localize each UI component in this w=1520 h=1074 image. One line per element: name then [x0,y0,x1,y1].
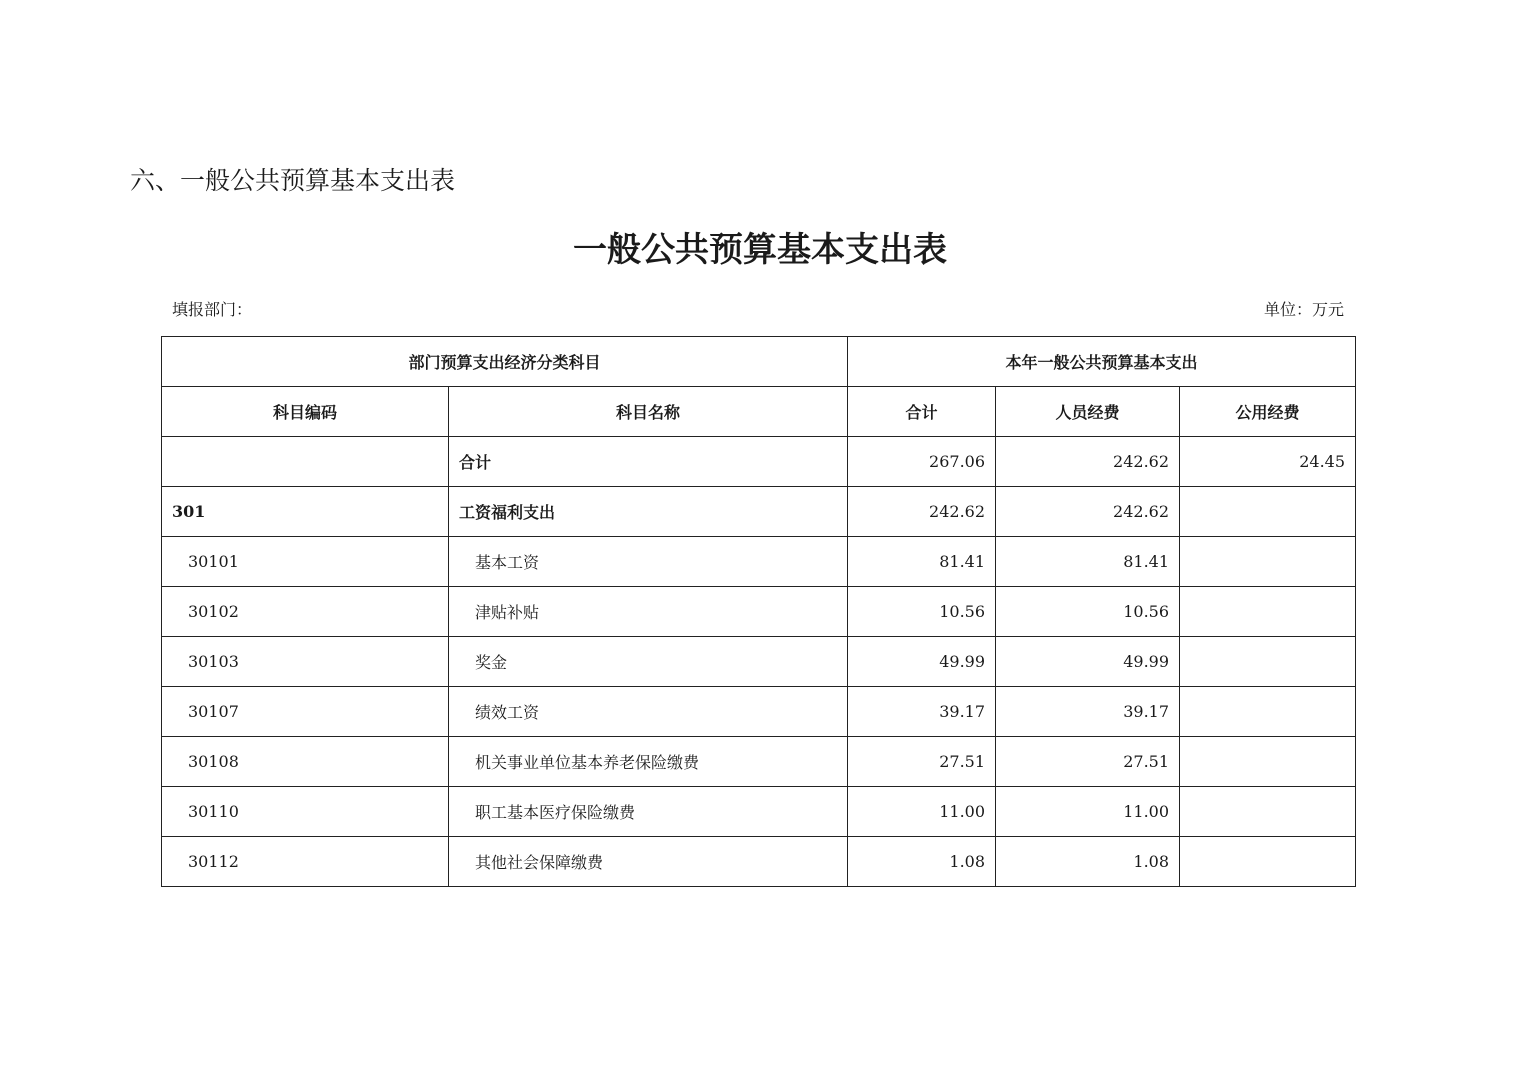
cell-public [1180,737,1356,787]
cell-personnel: 242.62 [996,487,1180,537]
cell-personnel: 11.00 [996,787,1180,837]
budget-table [161,336,1356,887]
cell-name: 工资福利支出 [449,487,848,537]
cell-code: 30107 [162,687,449,737]
column-header-name: 科目名称 [449,387,848,437]
cell-personnel: 39.17 [996,687,1180,737]
cell-total: 267.06 [848,437,996,487]
cell-personnel: 49.99 [996,637,1180,687]
cell-total: 242.62 [848,487,996,537]
cell-public [1180,587,1356,637]
column-header-code: 科目编码 [162,387,449,437]
cell-code: 30108 [162,737,449,787]
cell-total: 10.56 [848,587,996,637]
cell-public [1180,787,1356,837]
cell-personnel: 81.41 [996,537,1180,587]
cell-total: 27.51 [848,737,996,787]
cell-code [162,437,449,487]
page-title: 一般公共预算基本支出表 [573,230,947,270]
table-row [162,637,1356,687]
table-row [162,687,1356,737]
cell-total: 49.99 [848,637,996,687]
group-header-expenditure: 本年一般公共预算基本支出 [848,337,1356,387]
cell-personnel: 10.56 [996,587,1180,637]
cell-code: 30103 [162,637,449,687]
cell-personnel: 242.62 [996,437,1180,487]
cell-public [1180,637,1356,687]
table-row [162,737,1356,787]
table-row [162,537,1356,587]
cell-code: 30110 [162,787,449,837]
cell-name: 奖金 [449,637,848,687]
table-row [162,487,1356,537]
cell-total: 11.00 [848,787,996,837]
column-header-personnel: 人员经费 [996,387,1180,437]
cell-code: 30102 [162,587,449,637]
section-heading: 六、一般公共预算基本支出表 [130,166,456,195]
cell-name: 绩效工资 [449,687,848,737]
column-header-public: 公用经费 [1180,387,1356,437]
cell-public [1180,537,1356,587]
column-header-total: 合计 [848,387,996,437]
cell-total: 39.17 [848,687,996,737]
cell-total: 81.41 [848,537,996,587]
cell-public [1180,687,1356,737]
table-row [162,787,1356,837]
cell-name: 合计 [449,437,848,487]
cell-code: 30112 [162,837,449,887]
group-header-classification: 部门预算支出经济分类科目 [162,337,848,387]
cell-name: 基本工资 [449,537,848,587]
table-row [162,837,1356,887]
cell-personnel: 1.08 [996,837,1180,887]
cell-public: 24.45 [1180,437,1356,487]
cell-personnel: 27.51 [996,737,1180,787]
table-row [162,587,1356,637]
cell-name: 职工基本医疗保险缴费 [449,787,848,837]
cell-total: 1.08 [848,837,996,887]
cell-name: 津贴补贴 [449,587,848,637]
cell-public [1180,487,1356,537]
column-header-row [162,387,1356,437]
department-label: 填报部门： [172,300,253,319]
cell-public [1180,837,1356,887]
table-row [162,437,1356,487]
cell-name: 机关事业单位基本养老保险缴费 [449,737,848,787]
group-header-row [162,337,1356,387]
cell-code: 30101 [162,537,449,587]
cell-code: 301 [162,487,449,537]
unit-label: 单位：万元 [1263,300,1344,319]
cell-name: 其他社会保障缴费 [449,837,848,887]
